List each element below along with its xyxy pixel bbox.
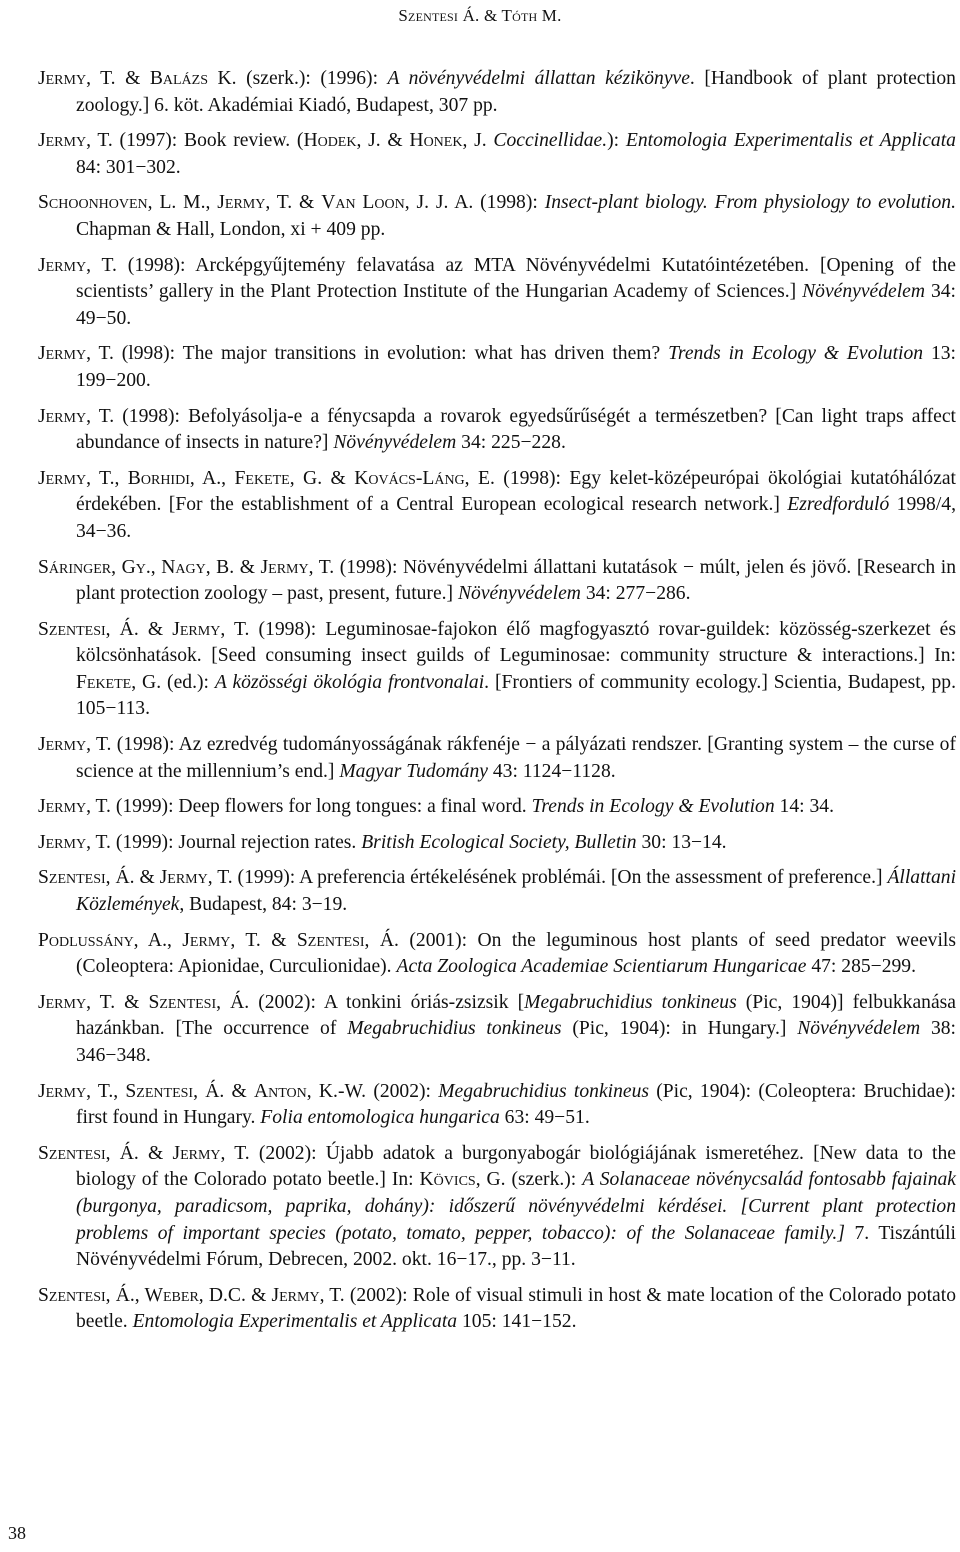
- reference-text: &: [224, 1080, 254, 1102]
- italic-title: Folia entomologica hungarica: [260, 1107, 500, 1129]
- reference-text: &: [234, 556, 261, 578]
- reference-text: (1998): Egy kelet-középeurópai ökológiai kutatóhálózat érdekében. [For the establishment of a Central European ecological research network.]: [76, 467, 957, 516]
- reference-text: . [Handbook of plant protection zoology.] 6. köt. Akadémiai Kiadó, Budapest, 307 pp.: [76, 68, 956, 116]
- italic-title: Coccinellidae.: [493, 130, 608, 152]
- author-names: Fekete, G.: [76, 671, 162, 693]
- reference-entry: [38, 404, 956, 457]
- reference-text: 30: 13−14.: [636, 831, 727, 853]
- author-names: Anton, K.-W.: [253, 1080, 367, 1102]
- author-names: Jermy, T.: [38, 68, 116, 89]
- author-names: Szentesi, Á., Weber, D.C.: [38, 1284, 246, 1306]
- italic-title: Trends in Ecology & Evolution: [531, 796, 775, 818]
- author-names: Jermy, T.: [260, 556, 335, 578]
- italic-title: Növényvédelem: [802, 281, 926, 303]
- reference-text: , Budapest, 84: 3−19.: [179, 894, 348, 916]
- reference-text: &: [322, 467, 355, 489]
- reference-text: (2002):: [366, 1080, 439, 1102]
- italic-title: Növényvédelem: [333, 432, 457, 454]
- italic-title: Megabruchidius tonkineus: [524, 991, 737, 1013]
- italic-title: A közösségi ökológia frontvonalai: [214, 671, 485, 693]
- reference-text: (szerk.):: [505, 1169, 583, 1191]
- italic-title: Megabruchidius tonkineus: [347, 1018, 562, 1040]
- author-names: Kovács-Láng, E.: [354, 467, 495, 489]
- reference-text: (szerk.): (1996):: [236, 68, 388, 89]
- reference-text: &: [380, 130, 410, 152]
- reference-text: (Pic, 1904)] felbukkanása hazánkban. [The occurrence of: [76, 991, 956, 1040]
- italic-title: Insect-plant biology. From physiology to evolution.: [544, 192, 956, 214]
- author-names: Balázs K.: [149, 68, 237, 89]
- author-names: Jermy, T.: [38, 831, 111, 853]
- italic-title: Megabruchidius tonkineus: [438, 1080, 649, 1102]
- reference-entry: [38, 555, 956, 608]
- author-names: Jermy, T.: [271, 1284, 345, 1306]
- reference-entry: [38, 617, 956, 723]
- reference-text: (1999): A preferencia értékelésének problémái. [On the assessment of preference.]: [232, 867, 888, 889]
- reference-list: [38, 66, 956, 1345]
- author-names: Jermy, T.: [38, 130, 113, 152]
- reference-text: . [Frontiers of community ecology.] Scientia, Budapest, pp. 105−113.: [76, 671, 956, 720]
- author-names: Hodek, J.: [303, 130, 381, 152]
- reference-text: (Pic, 1904): (Coleoptera: Bruchidae): first found in Hungary.: [76, 1080, 956, 1129]
- reference-entry: [38, 128, 956, 181]
- author-names: Szentesi, Á.: [38, 618, 139, 640]
- author-names: Szentesi, Á.: [38, 867, 135, 889]
- reference-entry: [38, 341, 956, 394]
- reference-entry: [38, 1079, 956, 1132]
- reference-text: 105: 141−152.: [457, 1311, 577, 1333]
- reference-entry: [38, 794, 956, 821]
- reference-text: &: [134, 867, 160, 889]
- author-names: Van Loon, J. J. A.: [321, 192, 474, 214]
- reference-entry: [38, 830, 956, 857]
- italic-title: A Solanaceae növénycsalád fontosabb fajainak (burgonya, paradicsom, paprika, dohány): időszerű növényvédelmi kérdései. [Current plant protection problems of important species (potato, tomato, pepper, tobacco): of the Solanaceae family.]: [76, 1169, 956, 1244]
- reference-text: &: [260, 929, 297, 951]
- reference-entry: [38, 1283, 956, 1336]
- author-names: Jermy, T.: [172, 1142, 250, 1164]
- running-head: Szentesi Á. & Tóth M.: [398, 6, 562, 25]
- reference-text: (2002): Újabb adatok a burgonyabogár biológiájának ismeretéhez. [New data to the biology of the Colorado potato beetle.] In:: [76, 1142, 956, 1191]
- reference-entry: [38, 190, 956, 243]
- reference-text: &: [292, 192, 322, 214]
- italic-title: Növényvédelem: [457, 583, 581, 605]
- reference-text: 1998/4, 34−36.: [76, 494, 956, 542]
- reference-text: 14: 34.: [774, 796, 834, 818]
- reference-text: (ed.):: [161, 671, 215, 693]
- italic-title: Trends in Ecology & Evolution: [668, 343, 924, 365]
- author-names: Jermy, T.: [38, 734, 112, 756]
- italic-title: Állattani Közlemények: [76, 867, 957, 916]
- reference-text: (2002): Role of visual stimuli in host & mate location of the Colorado potato beetle.: [76, 1284, 956, 1333]
- author-names: Jermy, T.: [38, 796, 111, 818]
- reference-text: &: [138, 1142, 173, 1164]
- italic-title: Magyar Tudomány: [339, 760, 488, 782]
- author-names: Honek, J.: [409, 130, 487, 152]
- reference-text: (2002): A tonkini óriás-zsizsik [: [249, 991, 525, 1013]
- author-names: Jermy, T., Borhidi, A., Fekete, G.: [38, 467, 323, 489]
- reference-text: (1998):: [473, 192, 545, 214]
- reference-entry: [38, 66, 956, 119]
- author-names: Sáringer, Gy., Nagy, B.: [38, 556, 235, 578]
- author-names: Szentesi, Á.: [148, 991, 250, 1013]
- author-names: Jermy, T.: [38, 991, 116, 1013]
- author-names: Kövics, G.: [419, 1169, 506, 1191]
- reference-text: (Pic, 1904): in Hungary.]: [561, 1018, 798, 1040]
- reference-text: 7. Tiszántúli Növényvédelmi Fórum, Debrecen, 2002. okt. 16−17., pp. 3−11.: [76, 1222, 956, 1271]
- author-names: Szentesi, Á.: [296, 929, 399, 951]
- italic-title: Ezredforduló: [787, 494, 890, 516]
- italic-title: Növényvédelem: [797, 1018, 921, 1040]
- author-names: Jermy, T.: [38, 343, 114, 365]
- reference-entry: [38, 928, 956, 981]
- reference-text: (2001): On the leguminous host plants of seed predator weevils (Coleoptera: Apionidae, Curculionidae).: [76, 929, 956, 978]
- reference-text: (1998): Leguminosae-fajokon élő magfogyasztó rovar-guildek: közösség-szerkezet és kölcsönhatások. [Seed consuming insect guilds of Leguminosae: community structure & interactions.] In:: [76, 618, 956, 667]
- page-number: 38: [8, 1523, 26, 1543]
- author-names: Schoonhoven, L. M., Jermy, T.: [38, 192, 293, 214]
- reference-text: &: [115, 991, 149, 1013]
- reference-text: (1998): Növényvédelmi állattani kutatások − múlt, jelen és jövő. [Research in plant protection zoology – past, present, future.]: [76, 556, 956, 605]
- author-names: Jermy, T.: [159, 867, 233, 889]
- reference-text: 47: 285−299.: [806, 956, 917, 978]
- reference-entry: [38, 865, 956, 918]
- author-names: Szentesi, Á.: [38, 1142, 139, 1164]
- reference-text: (1999): Journal rejection rates.: [110, 831, 362, 853]
- italic-title: A növényvédelmi állattan kézikönyve: [387, 68, 690, 89]
- author-names: Podlussány, A., Jermy, T.: [38, 929, 261, 951]
- italic-title: British Ecological Society, Bulletin: [361, 831, 637, 853]
- reference-text: &: [245, 1284, 272, 1306]
- italic-title: Entomologia Experimentalis et Applicata: [625, 130, 956, 152]
- reference-text: 63: 49−51.: [499, 1107, 590, 1129]
- reference-entry: [38, 732, 956, 785]
- author-names: Jermy, T.: [172, 618, 250, 640]
- reference-text: 38: 346−348.: [76, 1018, 956, 1066]
- reference-text: (1999): Deep flowers for long tongues: a final word.: [110, 796, 532, 818]
- italic-title: Entomologia Experimentalis et Applicata: [132, 1311, 458, 1333]
- reference-text: 34: 49−50.: [76, 281, 956, 329]
- reference-entry: [38, 466, 956, 546]
- reference-entry: [38, 1141, 956, 1274]
- author-names: Jermy, T., Szentesi, Á.: [38, 1080, 225, 1102]
- reference-text: ):: [607, 130, 626, 152]
- italic-title: Acta Zoologica Academiae Scientiarum Hungaricae: [396, 956, 807, 978]
- reference-entry: [38, 990, 956, 1070]
- reference-text: &: [138, 618, 173, 640]
- reference-text: (l998): The major transitions in evolution: what has driven them?: [113, 343, 669, 365]
- reference-text: 34: 225−228.: [456, 432, 566, 454]
- reference-text: 34: 277−286.: [580, 583, 691, 605]
- author-names: Jermy, T.: [38, 405, 115, 427]
- reference-text: Chapman & Hall, London, xi + 409 pp.: [76, 218, 386, 240]
- reference-entry: [38, 253, 956, 333]
- reference-text: &: [115, 68, 150, 89]
- reference-text: 84: 301−302.: [76, 156, 181, 178]
- author-names: Jermy, T.: [38, 254, 117, 276]
- reference-text: (1997): Book review. (: [112, 130, 304, 152]
- reference-text: (1998): Befolyásolja-e a fénycsapda a rovarok egyedsűrűségét a természetben? [Can light traps affect abundance of insects in nature?]: [76, 405, 956, 454]
- reference-text: (1998): Az ezredvég tudományosságának rákfenéje − a pályázati rendszer. [Granting system – the curse of science at the millennium’s end.]: [76, 734, 956, 782]
- reference-text: 13: 199−200.: [76, 343, 957, 391]
- reference-text: (1998): Arcképgyűjtemény felavatása az MTA Növényvédelmi Kutatóintézetében. [Opening of the scientists’ gallery in the Plant Protection Institute of the Hungarian Academy of Sciences.]: [76, 254, 956, 303]
- reference-text: 43: 1124−1128.: [487, 760, 616, 782]
